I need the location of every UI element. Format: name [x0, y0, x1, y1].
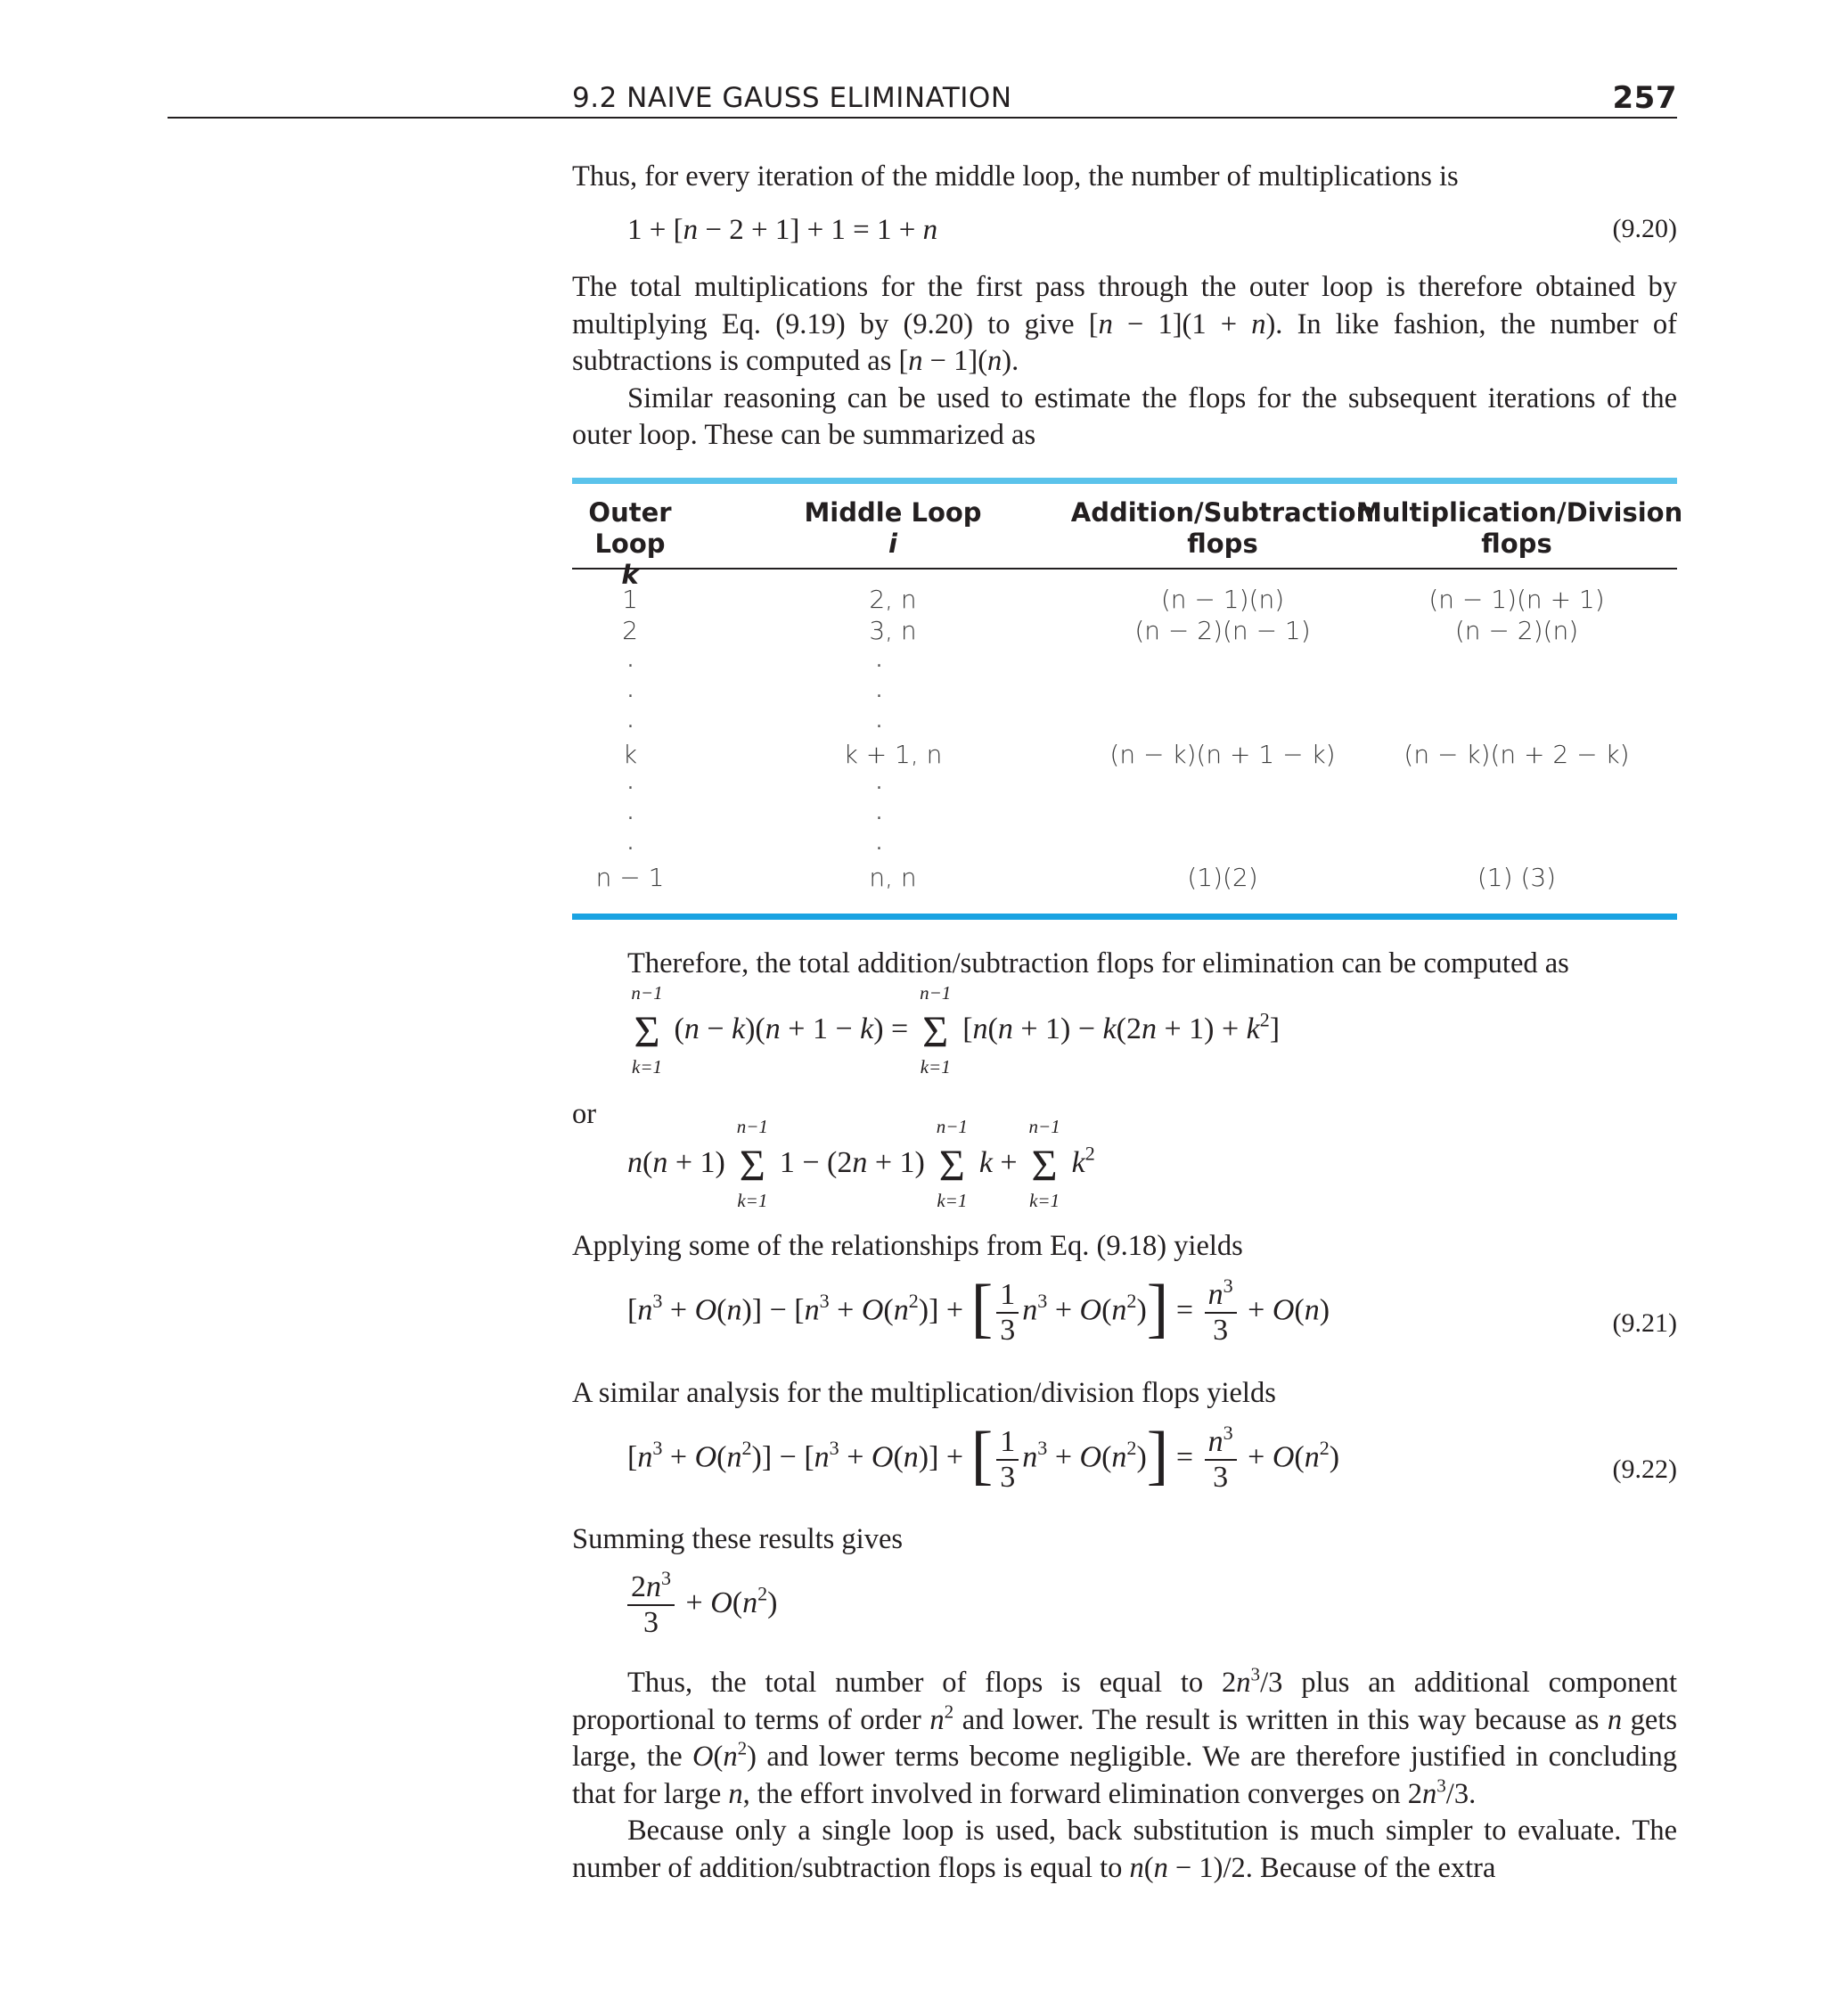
equation-number-row	[572, 1308, 1677, 1353]
column-header: Multiplication/Division flops	[1356, 497, 1683, 559]
table-bottom-rule	[572, 914, 1677, 920]
equation-number: (9.21)	[1612, 1308, 1677, 1338]
paragraph-text: Therefore, the total addition/subtraction flops for elimination can be computed as	[627, 947, 1569, 979]
table-cell: 3, n	[869, 616, 917, 645]
paragraph	[572, 1228, 1677, 1266]
paragraph-text: Summing these results gives	[572, 1523, 904, 1555]
ellipsis-dot: .	[627, 772, 634, 794]
table-top-rule	[572, 478, 1677, 484]
paragraph	[572, 946, 1677, 983]
equation-number: (9.22)	[1612, 1455, 1677, 1484]
page-number: 257	[1612, 80, 1677, 116]
summation-equation: n(n + 1) n−1 Σ k=1 1 − (2n + 1) n−1 Σ k=1 k + n−1 Σ k=1 $k^2$	[627, 1116, 1095, 1211]
ellipsis-dot: .	[876, 650, 882, 672]
result-expression: $\frac{2n^3}{3}$ + $O(n^2)$	[627, 1570, 778, 1640]
table-cell: n − 1	[595, 863, 665, 892]
header-rule	[168, 117, 1677, 119]
summation-symbol: n−1 Σ k=1	[936, 1116, 968, 1211]
paragraph-text: Thus, the total number of flops is equal to $2n^3/3$ plus an additional component proportional to terms of order $n^2$ and lower. The result is written in this way because as n gets large, the $O(n^2)$ and lower terms become negligible. We are therefore justified in concluding that for large n, the effort involved in forward elimination converges on $2n^3/3$.	[572, 1663, 1677, 1810]
summation-symbol: n−1 Σ k=1	[736, 1116, 768, 1211]
equation-number: (9.20)	[1612, 214, 1677, 243]
ellipsis-dot: .	[876, 802, 882, 824]
summation-symbol: n−1 Σ k=1	[1028, 1116, 1060, 1211]
table-cell: 2	[622, 616, 638, 645]
table-cell: (1) (3)	[1477, 863, 1557, 892]
paragraph-text: The total multiplications for the first pass through the outer loop is therefore obtained by multiplying Eq. (9.19) by (9.20) to give [n − 1](1 + n). In like fashion, the number of subtractions is computed as [n − 1](n).	[572, 271, 1677, 377]
ellipsis-dot: .	[627, 680, 634, 702]
paragraph	[572, 1521, 1677, 1559]
connector-word: or	[572, 1098, 597, 1130]
table-cell: (n − 2)(n − 1)	[1134, 616, 1311, 645]
table-cell: (n − k)(n + 1 − k)	[1109, 740, 1336, 769]
column-header: Middle Loop i	[804, 497, 982, 559]
ellipsis-dot: .	[876, 710, 882, 733]
summation-equation: n−1 Σ k=1 (n − k)(n + 1 − k) = n−1 Σ k=1 $[n(n + 1) - k(2n + 1) + k^2]$	[627, 1009, 1280, 1053]
paragraph-text: Similar reasoning can be used to estimate the flops for the subsequent iterations of the outer loop. These can be summarized as	[572, 381, 1677, 451]
table-cell: n, n	[869, 863, 917, 892]
flops-table	[572, 478, 1683, 923]
ellipsis-dot: .	[627, 832, 634, 855]
table-cell: (n − 2)(n)	[1454, 616, 1579, 645]
table-cell: k	[622, 740, 638, 769]
equation-9-22: $[n^3 + O(n^2)] - [n^3 + O(n)]$ + [ $\frac{1}{3}$ $n^3 + O(n^2)$] = $\frac{n^3}{3}$ + $O(n^2)$	[627, 1419, 1340, 1494]
ellipsis-dot: .	[876, 680, 882, 702]
equation-number-row	[572, 1455, 1677, 1499]
equation-9-21: $[n^3 + O(n)] - [n^3 + O(n^2)]$ + [ $\frac{1}{3}$ $n^3 + O(n^2)$] = $\frac{n^3}{3}$ + O(n)	[627, 1272, 1330, 1347]
paragraph	[572, 159, 1677, 196]
ellipsis-dot: .	[627, 710, 634, 733]
column-header: Outer Loop k	[588, 497, 672, 590]
paragraph	[572, 1375, 1677, 1413]
paragraph-text: Because only a single loop is used, back substitution is much simpler to evaluate. The number of addition/subtraction flops is equal to n(n − 1)/2. Because of the extra	[572, 1815, 1677, 1884]
ellipsis-dot: .	[876, 832, 882, 855]
running-header: 9.2 NAIVE GAUSS ELIMINATION	[572, 82, 1012, 114]
table-cell: (n − k)(n + 2 − k)	[1404, 740, 1630, 769]
equation-expression: 1 + [n − 2 + 1] + 1 = 1 + n	[627, 214, 938, 246]
ellipsis-dot: .	[627, 650, 634, 672]
table-cell: (n − 1)(n + 1)	[1428, 585, 1605, 614]
table-cell: k + 1, n	[843, 740, 943, 769]
summation-symbol: n−1 Σ k=1	[920, 982, 952, 1078]
paragraph-text: Applying some of the relationships from Eq. (9.18) yields	[572, 1230, 1243, 1262]
table-cell: 2, n	[869, 585, 917, 614]
paragraph-text: Thus, for every iteration of the middle loop, the number of multiplications is	[572, 160, 1459, 193]
paragraph	[572, 1665, 1677, 1887]
summation-symbol: n−1 Σ k=1	[631, 982, 663, 1078]
table-header-rule	[572, 568, 1677, 570]
table-cell: (n − 1)(n)	[1160, 585, 1285, 614]
paragraph-text: A similar analysis for the multiplication/division flops yields	[572, 1377, 1276, 1409]
column-header: Addition/Subtraction flops	[1070, 497, 1375, 559]
paragraph	[572, 269, 1677, 455]
ellipsis-dot: .	[627, 802, 634, 824]
ellipsis-dot: .	[876, 772, 882, 794]
table-cell: 1	[622, 585, 638, 614]
table-cell: (1)(2)	[1187, 863, 1258, 892]
equation-9-20	[572, 214, 1677, 258]
